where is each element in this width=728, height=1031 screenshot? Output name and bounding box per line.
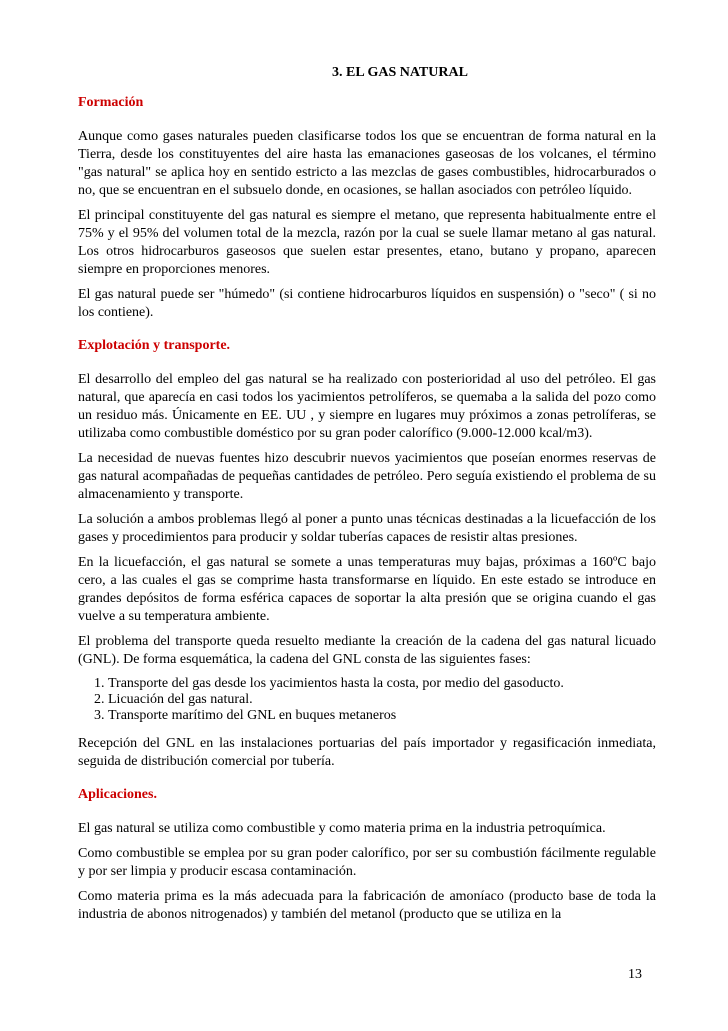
section-heading-aplicaciones: Aplicaciones. [78,787,157,802]
list-item: 3. Transporte marítimo del GNL en buques metaneros [108,708,656,724]
paragraph: Aunque como gases naturales pueden clasificarse todos los que se encuentran de forma natural en la Tierra, desde los constituyentes del aire hasta las emanaciones gaseosas de los volcanes, el término "gas natural" se aplica hoy en sentido estricto a las mezclas de gases combustibles, hidrocarburados o no, que se encuentran en el subsuelo donde, en ocasiones, se hallan asociados con petróleo líquido. [78,129,656,198]
paragraph: La solución a ambos problemas llegó al poner a punto unas técnicas destinadas a la licuefacción de los gases y procedimientos para producir y soldar tuberías capaces de resistir altas presiones. [78,512,656,545]
paragraph: Recepción del GNL en las instalaciones portuarias del país importador y regasificación inmediata, seguida de distribución comercial por tubería. [78,736,656,769]
paragraph: Como combustible se emplea por su gran poder calorífico, por ser su combustión fácilmente regulable y por ser limpia y producir escasa contaminación. [78,846,656,879]
document-page [78,64,656,931]
section-heading-formacion: Formación [78,95,144,110]
page-number: 13 [628,967,642,982]
paragraph: En la licuefacción, el gas natural se somete a unas temperaturas muy bajas, próximas a 160ºC bajo cero, a las cuales el gas se comprime hasta transformarse en líquido. En este estado se introduce en grandes depósitos de forma esférica capaces de soportar la alta presión que se origina cuando el gas vuelve a su temperatura ambiente. [78,555,656,624]
paragraph: El gas natural puede ser "húmedo" (si contiene hidrocarburos líquidos en suspensión) o "seco" ( si no los contiene). [78,287,656,320]
list-item: 1. Transporte del gas desde los yacimientos hasta la costa, por medio del gasoducto. [108,676,656,692]
list-item: 2. Licuación del gas natural. [108,692,656,708]
paragraph: El desarrollo del empleo del gas natural se ha realizado con posterioridad al uso del petróleo. El gas natural, que aparecía en casi todos los yacimientos petrolíferos, se quemaba a la salida del pozo como un residuo más. Únicamente en EE. UU , y siempre en lugares muy próximos a zonas petrolíferas, se utilizaba como combustible doméstico por su gran poder calorífico (9.000-12.000 kcal/m3). [78,372,656,441]
document-title: 3. EL GAS NATURAL [332,65,468,80]
paragraph: El gas natural se utiliza como combustible y como materia prima en la industria petroquímica. [78,821,606,836]
gnl-chain-list [78,676,656,724]
paragraph: El principal constituyente del gas natural es siempre el metano, que representa habitualmente entre el 75% y el 95% del volumen total de la mezcla, razón por la cual se suele llamar metano al gas natural. Los otros hidrocarburos gaseosos que suelen estar presentes, etano, butano y propano, aparecen siempre en proporciones menores. [78,208,656,277]
section-heading-explotacion: Explotación y transporte. [78,338,231,353]
paragraph: El problema del transporte queda resuelto mediante la creación de la cadena del gas natural licuado (GNL). De forma esquemática, la cadena del GNL consta de las siguientes fases: [78,634,656,667]
paragraph: La necesidad de nuevas fuentes hizo descubrir nuevos yacimientos que poseían enormes reservas de gas natural acompañadas de pequeñas cantidades de petróleo. Pero seguía existiendo el problema de su almacenamiento y transporte. [78,451,656,502]
paragraph: Como materia prima es la más adecuada para la fabricación de amoníaco (producto base de toda la industria de abonos nitrogenados) y también del metanol (producto que se utiliza en la [78,889,656,922]
